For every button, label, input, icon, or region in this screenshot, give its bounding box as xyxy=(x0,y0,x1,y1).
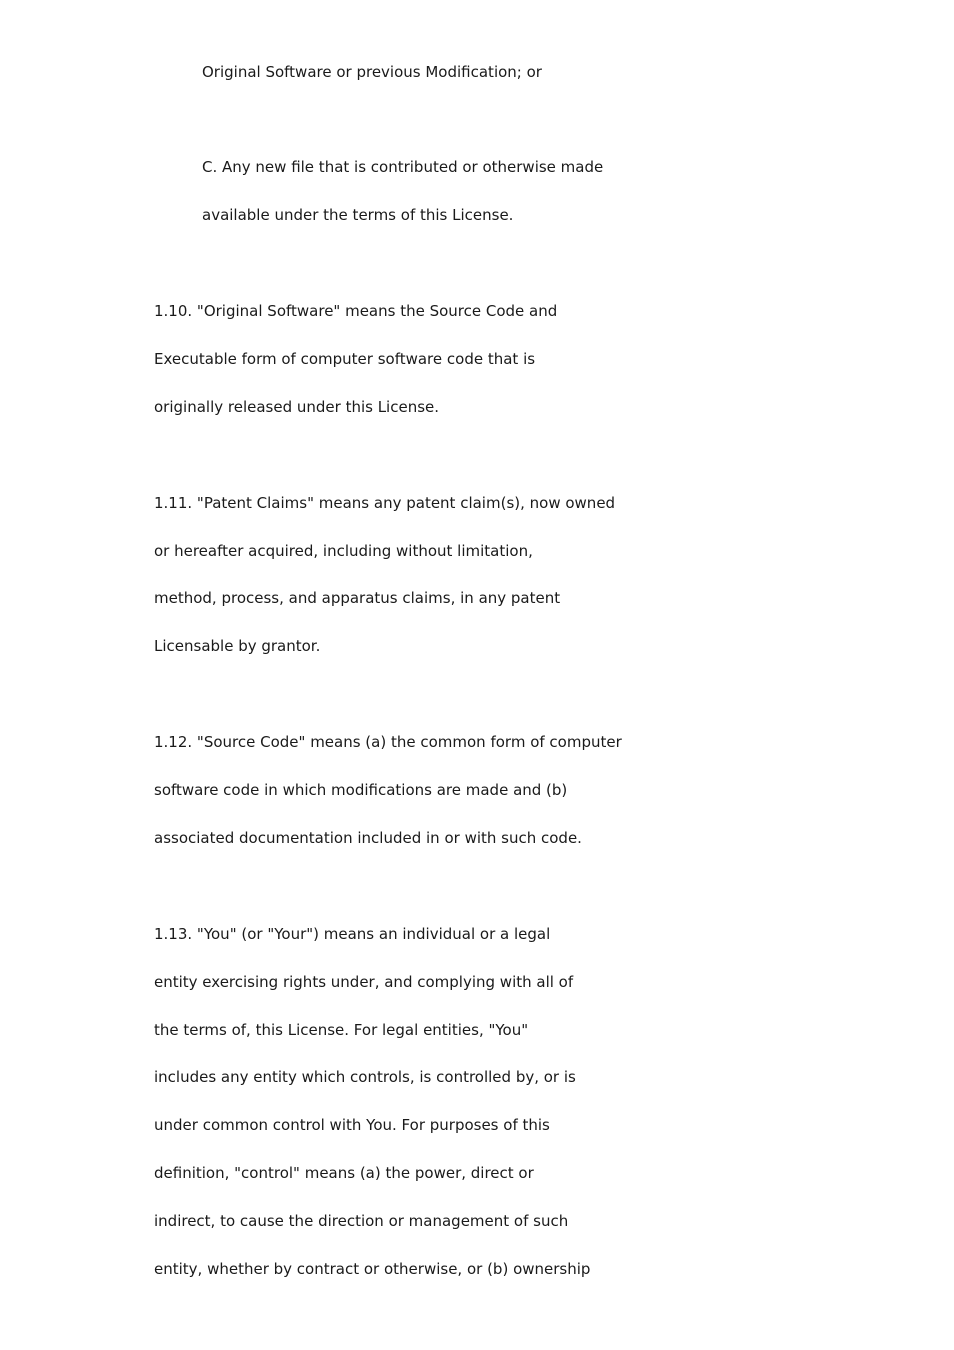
definition-1-10-line-1: 1.10. "Original Software" means the Source Code and xyxy=(154,302,558,320)
item-c-line-1: C. Any new file that is contributed or otherwise made xyxy=(202,158,604,176)
definition-1-13-line-3: the terms of, this License. For legal entities, "You" xyxy=(154,1021,529,1039)
definition-1-11-line-1: 1.11. "Patent Claims" means any patent claim(s), now owned xyxy=(154,494,616,512)
item-c-line-2: available under the terms of this License. xyxy=(202,206,514,224)
definition-1-13-line-5: under common control with You. For purposes of this xyxy=(154,1116,550,1134)
definition-1-13-line-4: includes any entity which controls, is controlled by, or is xyxy=(154,1068,576,1086)
definition-1-13-line-6: definition, "control" means (a) the power, direct or xyxy=(154,1164,534,1182)
definition-1-12-line-2: software code in which modifications are made and (b) xyxy=(154,781,568,799)
definition-1-13-line-1: 1.13. "You" (or "Your") means an individual or a legal xyxy=(154,925,551,943)
continuation-line: Original Software or previous Modification; or xyxy=(202,63,542,81)
definition-1-10-line-3: originally released under this License. xyxy=(154,398,440,416)
definition-1-12-line-1: 1.12. "Source Code" means (a) the common form of computer xyxy=(154,733,622,751)
definition-1-11-line-3: method, process, and apparatus claims, in any patent xyxy=(154,589,561,607)
definition-1-12-line-3: associated documentation included in or with such code. xyxy=(154,829,582,847)
definition-1-13-line-8: entity, whether by contract or otherwise, or (b) ownership xyxy=(154,1260,591,1278)
definition-1-13-line-7: indirect, to cause the direction or management of such xyxy=(154,1212,569,1230)
definition-1-13-line-2: entity exercising rights under, and complying with all of xyxy=(154,973,574,991)
definition-1-10-line-2: Executable form of computer software code that is xyxy=(154,350,536,368)
definition-1-11-line-4: Licensable by grantor. xyxy=(154,637,321,655)
definition-1-11-line-2: or hereafter acquired, including without limitation, xyxy=(154,542,533,560)
